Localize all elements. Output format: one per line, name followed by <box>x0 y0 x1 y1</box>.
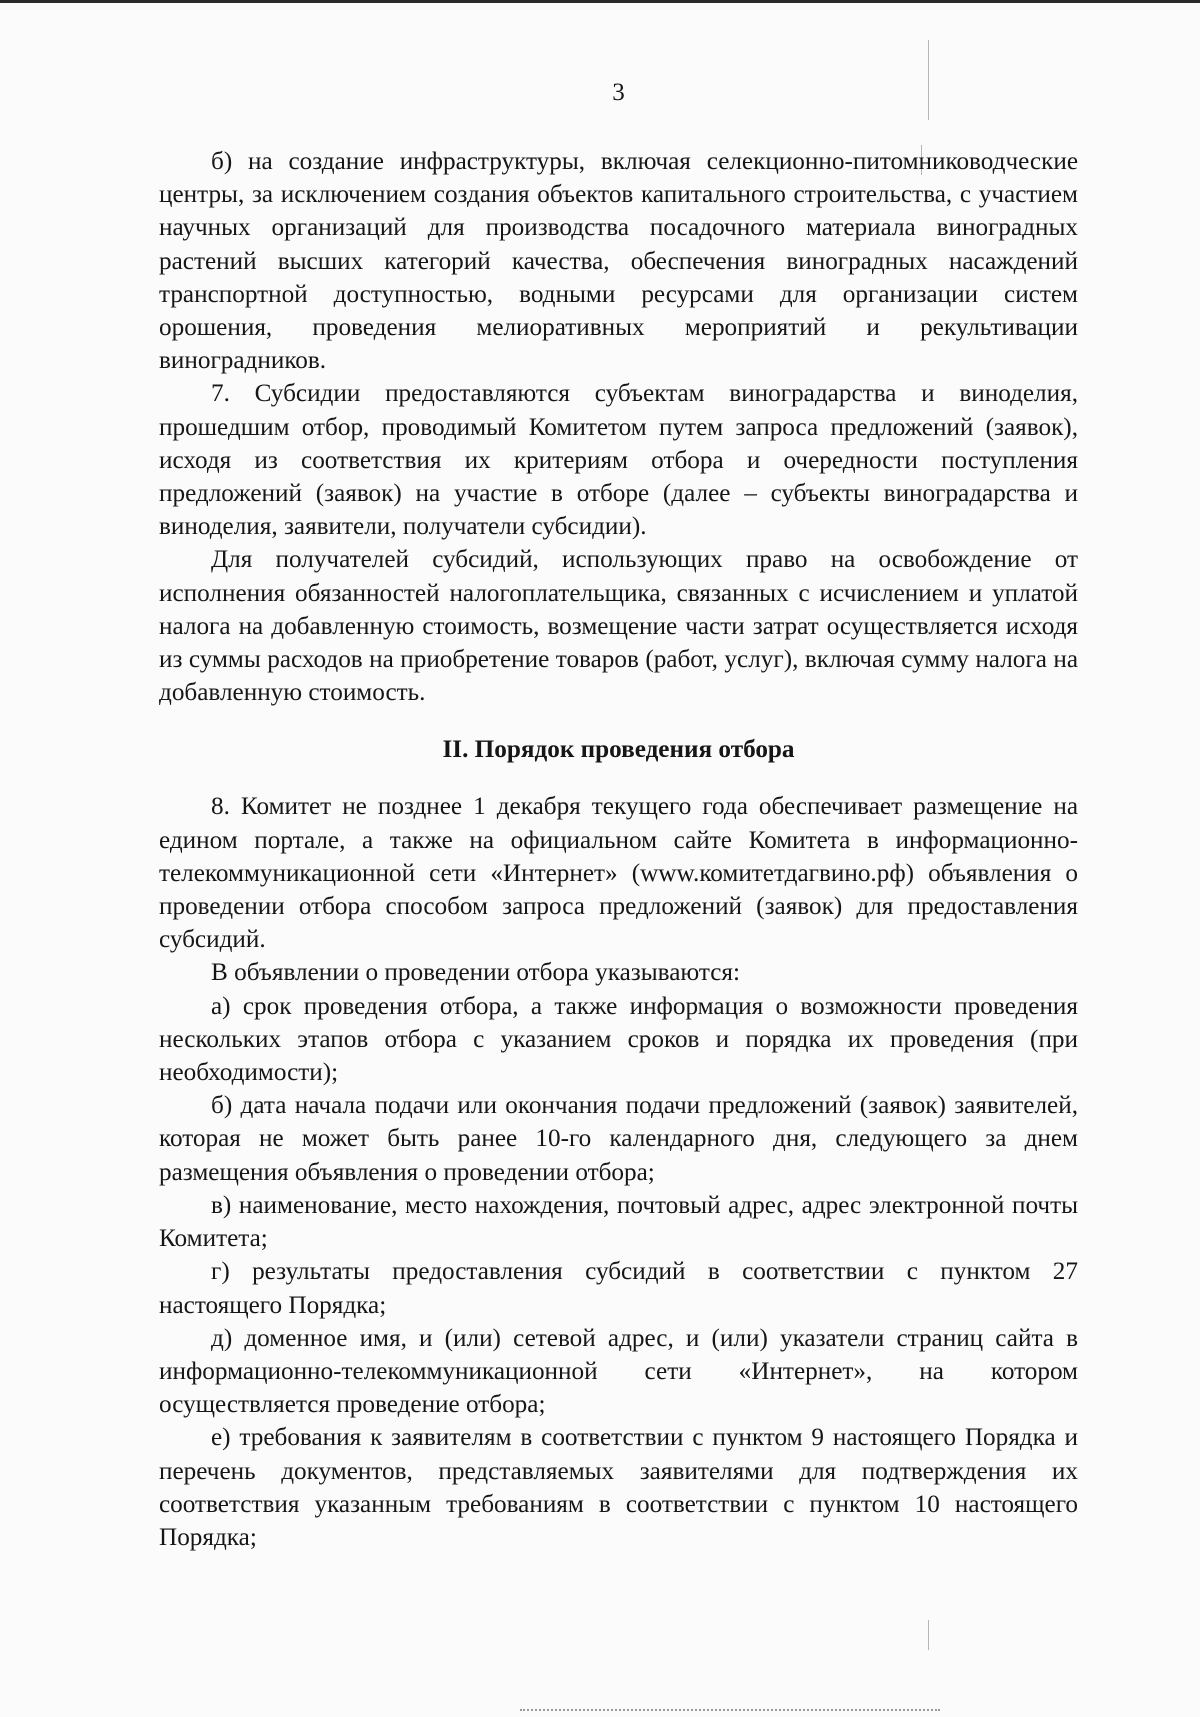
paragraph-announcement-intro: В объявлении о проведении отбора указываются: <box>211 959 740 987</box>
paragraph-7: 7. Субсидии предоставляются субъектам виноградарства и виноделия, прошедшим отбор, проводимый Комитетом путем запроса предложений (заявок), исходя из соответствия их критериям отбора и очередности поступления предложений (заявок) на участие в отборе (далее – субъекты виноградарства и виноделия, заявители, получатели субсидии). <box>159 380 1078 541</box>
list-item-g: г) результаты предоставления субсидий в соответствии с пунктом 27 настоящего Порядка; <box>159 1258 1078 1319</box>
list-item-e: е) требования к заявителям в соответствии с пунктом 9 настоящего Порядка и перечень документов, представляемых заявителями для подтверждения их соответствия указанным требованиям в соответствии с пунктом 10 настоящего Порядка; <box>159 1424 1078 1551</box>
scan-artifact-line <box>928 1620 929 1650</box>
list-item-b: б) дата начала подачи или окончания подачи предложений (заявок) заявителей, которая не может быть ранее 10-го календарного дня, следующего за днем размещения объявления о проведении отбора; <box>159 1092 1078 1186</box>
paragraph-6b: б) на создание инфраструктуры, включая селекционно-питомниководческие центры, за исключением создания объектов капитального строительства, с участием научных организаций для производства посадочного материала виноградных растений высших категорий качества, обеспечения виноградных насаждений транспортной доступностью, водными ресурсами для организации систем орошения, проведения мелиоративных мероприятий и рекультивации виноградников. <box>159 148 1078 375</box>
paragraph-8: 8. Комитет не позднее 1 декабря текущего года обеспечивает размещение на едином портале, а также на официальном сайте Комитета в информационно-телекоммуникационной сети «Интернет» (www.комитетдагвино.рф) объявления о проведении отбора способом запроса предложений (заявок) для предоставления субсидий. <box>159 793 1078 954</box>
page-number: 3 <box>612 79 625 106</box>
section-heading: II. Порядок проведения отбора <box>442 736 795 764</box>
list-item-v: в) наименование, место нахождения, почтовый адрес, адрес электронной почты Комитета; <box>159 1191 1078 1253</box>
scan-top-edge <box>0 0 1200 3</box>
list-item-a: а) срок проведения отбора, а также информация о возможности проведения нескольких этапов отбора с указанием сроков и порядка их проведения (при необходимости); <box>159 992 1078 1087</box>
list-item-d: д) доменное имя, и (или) сетевой адрес, и (или) указатели страниц сайта в информационно-телекоммуникационной сети «Интернет», на котором осуществляется проведение отбора; <box>159 1324 1078 1419</box>
paragraph-vat: Для получателей субсидий, использующих право на освобождение от исполнения обязанностей налогоплательщика, связанных с исчислением и уплатой налога на добавленную стоимость, возмещение части затрат осуществляется исходя из суммы расходов на приобретение товаров (работ, услуг), включая сумму налога на добавленную стоимость. <box>159 546 1078 707</box>
scan-bottom-edge <box>520 1709 940 1713</box>
document-body <box>159 145 1078 1554</box>
